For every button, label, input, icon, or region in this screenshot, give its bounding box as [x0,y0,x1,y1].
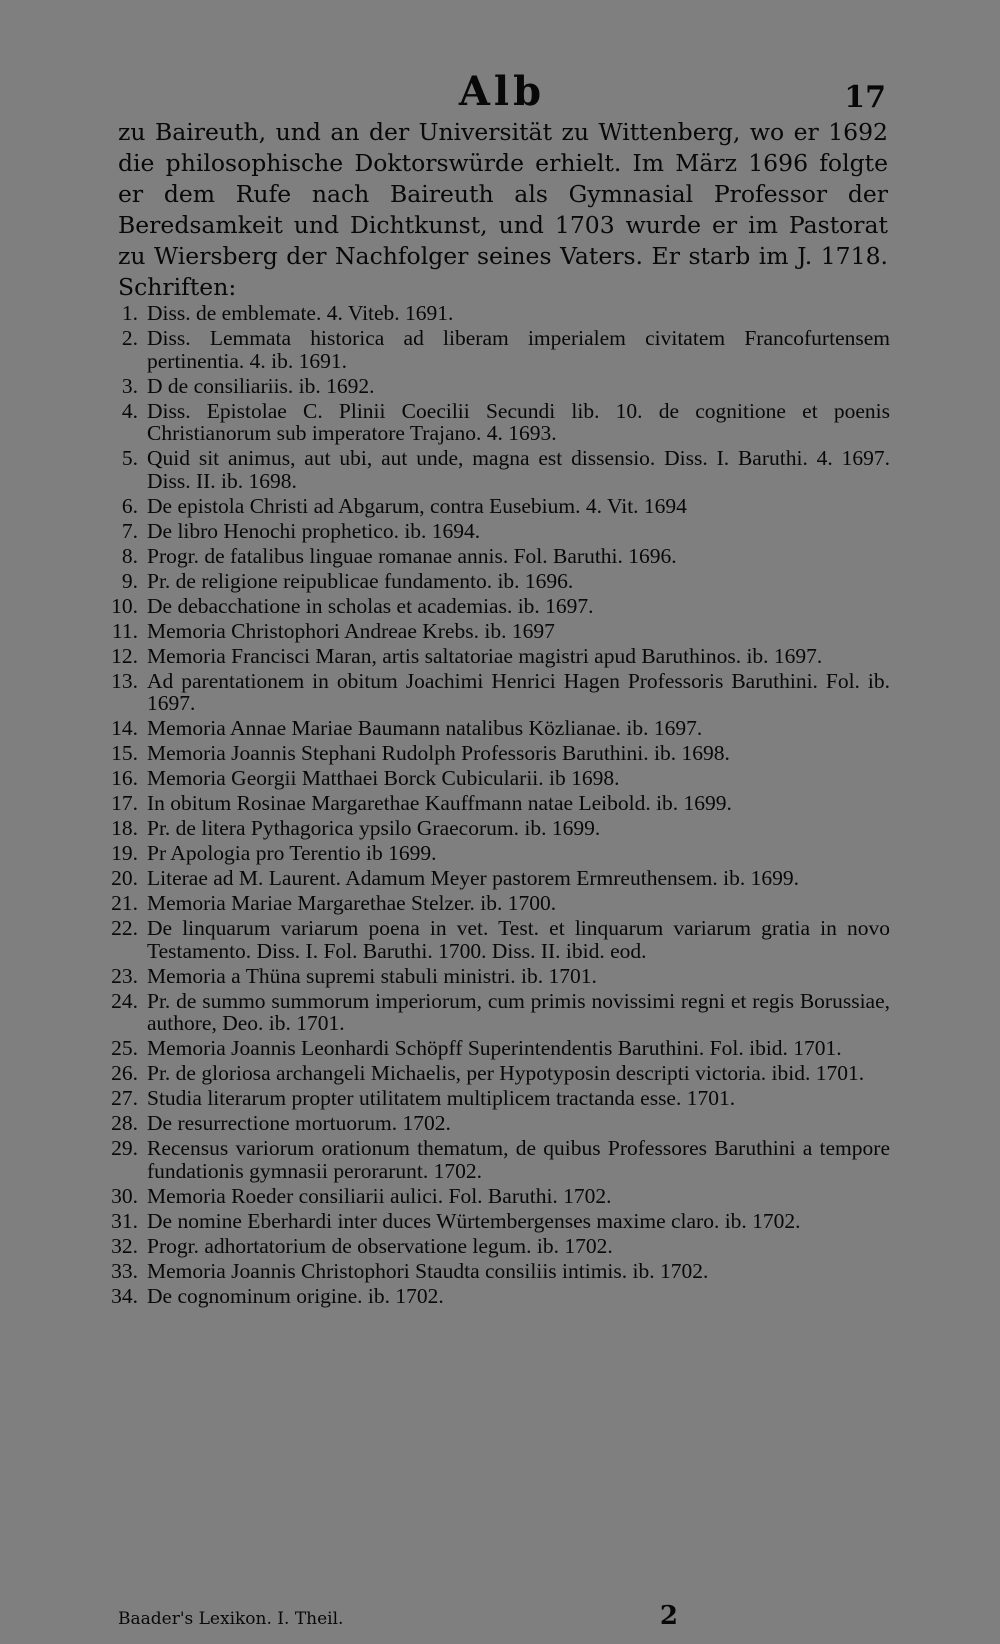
list-item [100,327,890,372]
entry-number: 32. [111,1233,138,1258]
entry-text: Studia literarum propter utilitatem multiplicem tractanda esse. 1701. [147,1086,736,1110]
entry-text: Memoria Christophori Andreae Krebs. ib. 1697 [147,618,555,643]
entry-number: 17. [111,791,138,815]
list-item [100,867,890,890]
entry-number: 10. [111,593,138,618]
list-item [100,375,890,398]
entry-text: De epistola Christi ad Abgarum, contra Eusebium. 4. Vit. 1694 [147,493,687,518]
entry-number: 6. [121,493,138,518]
entry-number: 7. [121,518,138,543]
list-item [100,717,890,740]
entry-number: 28. [111,1111,138,1135]
entry-number: 1. [121,301,138,325]
list-item [100,1037,890,1060]
entry-number: 26. [111,1061,138,1085]
entry-text: De debacchatione in scholas et academias. ib. 1697. [147,593,594,618]
entry-number: 15. [111,741,138,765]
entry-text: Literae ad M. Laurent. Adamum Meyer pastorem Ermreuthensem. ib. 1699. [147,866,799,890]
list-item [100,570,890,593]
entry-text: Memoria Roeder consiliarii aulici. Fol. Baruthi. 1702. [147,1183,612,1208]
entry-text: Progr. de fatalibus linguae romanae annis. Fol. Baruthi. 1696. [147,543,677,568]
list-item [100,302,890,325]
list-item [100,1087,890,1110]
entry-number: 12. [111,643,138,668]
entry-text: Diss. Lemmata historica ad liberam imperialem civitatem Francofurtensem pertinentia. 4. ib. 1691. [147,326,890,373]
list-item [100,1285,890,1308]
list-item [100,1235,890,1258]
entry-text: Memoria Mariae Margarethae Stelzer. ib. 1700. [147,891,557,915]
entry-number: 21. [111,891,138,915]
entry-text: Progr. adhortatorium de observatione legum. ib. 1702. [147,1233,613,1258]
entry-text: Pr. de summo summorum imperiorum, cum primis novissimi regni et regis Borussiae, authore, Deo. ib. 1701. [147,988,890,1035]
entry-text: Pr. de religione reipublicae fundamento. ib. 1696. [147,568,574,593]
entry-text: De linquarum variarum poena in vet. Test. et linquarum variarum gratia in novo Testamento. Diss. I. Fol. Baruthi. 1700. Diss. II. ibid. eod. [147,916,890,963]
entry-number: 25. [111,1036,138,1060]
list-item [100,1185,890,1208]
list-item [100,645,890,668]
entry-number: 14. [111,716,138,740]
entry-number: 5. [121,446,138,470]
page-number: 17 [844,80,886,115]
list-item [100,892,890,915]
list-item [100,1062,890,1085]
running-head: Alb [458,68,546,115]
entry-number: 33. [111,1258,138,1283]
list-item [100,1210,890,1233]
list-item [100,545,890,568]
entry-text: Memoria a Thüna supremi stabuli ministri. ib. 1701. [147,963,597,988]
list-item [100,990,890,1035]
entry-number: 24. [111,988,138,1013]
list-item [100,842,890,865]
entry-text: Recensus variorum orationum thematum, de quibus Professores Baruthini a tempore fundationis gymnasii perorarunt. 1702. [147,1136,890,1183]
list-item [100,670,890,715]
entry-text: Memoria Joannis Christophori Staudta consiliis intimis. ib. 1702. [147,1258,709,1283]
entry-number: 30. [111,1183,138,1208]
entry-number: 8. [121,543,138,568]
entry-text: In obitum Rosinae Margarethae Kauffmann natae Leibold. ib. 1699. [147,791,732,815]
list-item [100,1260,890,1283]
entry-text: De resurrectione mortuorum. 1702. [147,1111,451,1135]
entry-number: 18. [111,816,138,840]
entry-number: 16. [111,766,138,790]
entry-text: Diss. de emblemate. 4. Viteb. 1691. [147,301,454,325]
entry-number: 3. [121,373,138,398]
entry-number: 19. [111,841,138,865]
entry-text: D de consiliariis. ib. 1692. [147,373,375,398]
entry-number: 23. [111,963,138,988]
entry-number: 22. [111,916,138,940]
entry-number: 29. [111,1136,138,1160]
list-item [100,1112,890,1135]
signature-line: Baader's Lexikon. I. Theil. [118,1609,344,1629]
list-item [100,447,890,492]
entry-number: 4. [121,398,138,423]
page-footer [118,1601,678,1635]
entry-number: 27. [111,1086,138,1110]
entry-text: Memoria Annae Mariae Baumann natalibus Közlianae. ib. 1697. [147,716,703,740]
list-item [100,595,890,618]
entry-number: 11. [111,618,138,643]
entry-text: Pr. de litera Pythagorica ypsilo Graecorum. ib. 1699. [147,816,601,840]
entry-number: 9. [121,568,138,593]
sheet-mark: 2 [659,1601,678,1631]
list-item [100,1137,890,1182]
list-item [100,400,890,445]
entry-number: 31. [111,1208,138,1233]
list-item [100,792,890,815]
entry-text: De cognominum origine. ib. 1702. [147,1283,444,1308]
bibliography-list [100,302,890,1310]
list-item [100,520,890,543]
page-header [118,68,886,118]
list-item [100,965,890,988]
entry-text: De nomine Eberhardi inter duces Würtembergenses maxime claro. ib. 1702. [147,1208,801,1233]
entry-text: Quid sit animus, aut ubi, aut unde, magna est dissensio. Diss. I. Baruthi. 4. 1697. Diss. II. ib. 1698. [147,446,890,493]
entry-text: Ad parentationem in obitum Joachimi Henrici Hagen Professoris Baruthini. Fol. ib. 1697. [147,668,890,715]
entry-number: 34. [111,1283,138,1308]
list-item [100,495,890,518]
entry-text: Diss. Epistolae C. Plinii Coecilii Secundi lib. 10. de cognitione et poenis Christianorum sub imperatore Trajano. 4. 1693. [147,398,890,445]
entry-text: De libro Henochi prophetico. ib. 1694. [147,518,481,543]
entry-text: Memoria Francisci Maran, artis saltatoriae magistri apud Baruthinos. ib. 1697. [147,643,823,668]
entry-number: 20. [111,866,138,890]
list-item [100,917,890,962]
entry-text: Pr. de gloriosa archangeli Michaelis, per Hypotyposin descripti victoria. ibid. 1701. [147,1061,865,1085]
entry-number: 13. [111,668,138,693]
entry-text: Memoria Joannis Stephani Rudolph Professoris Baruthini. ib. 1698. [147,741,730,765]
list-item [100,767,890,790]
entry-number: 2. [121,326,138,350]
entry-text: Pr Apologia pro Terentio ib 1699. [147,841,437,865]
entry-text: Memoria Joannis Leonhardi Schöpff Superintendentis Baruthini. Fol. ibid. 1701. [147,1036,842,1060]
intro-text: zu Baireuth, und an der Universität zu Wittenberg, wo er 1692 die philosophische Doktorswürde erhielt. Im März 1696 folgte er dem Rufe nach Baireuth als Gymnasial Professor der Beredsamkeit und Dichtkunst, und 1703 wurde er im Pastorat zu Wiersberg der Nachfolger seines Vaters. Er starb im J. 1718. Schriften: [118,118,888,301]
intro-paragraph [118,117,888,303]
list-item [100,817,890,840]
entry-text: Memoria Georgii Matthaei Borck Cubicularii. ib 1698. [147,766,620,790]
list-item [100,620,890,643]
list-item [100,742,890,765]
